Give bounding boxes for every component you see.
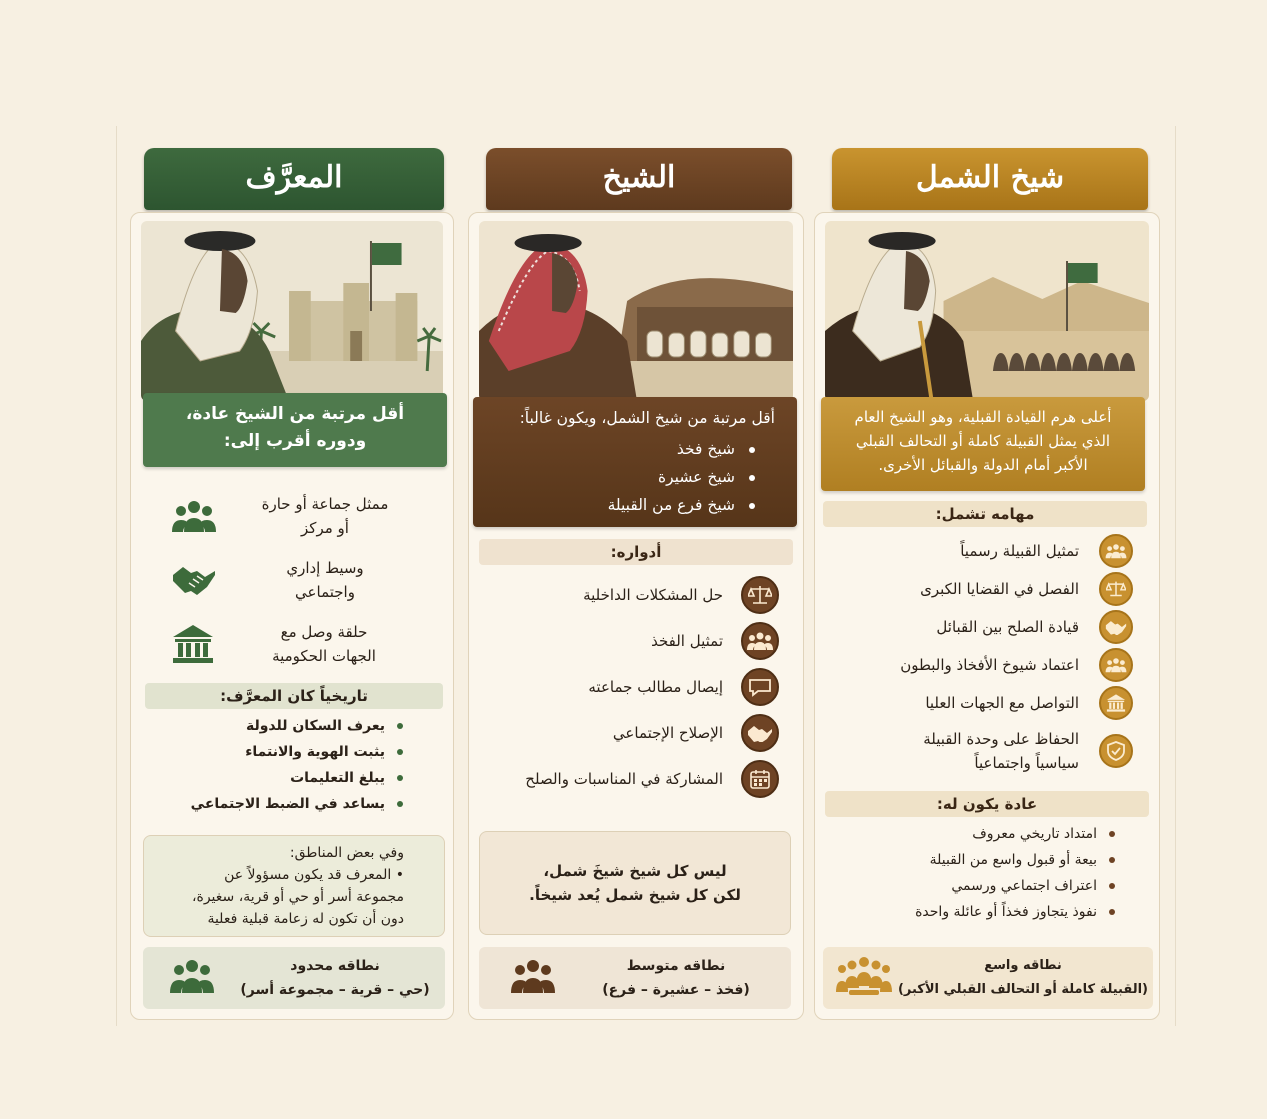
definition-banner bbox=[143, 393, 447, 467]
note-line: مجموعة أسر أو حي أو قرية، سغيرة، bbox=[191, 889, 404, 905]
duty-label: المشاركة في المناسبات والصلح bbox=[525, 770, 723, 788]
scales-icon bbox=[1099, 572, 1133, 606]
crowd-icon bbox=[835, 956, 893, 1000]
usually-list bbox=[845, 821, 1119, 925]
role-label: وسيط إداري bbox=[286, 559, 364, 577]
definition-banner bbox=[821, 397, 1145, 491]
list-item: شيخ فرع من القبيلة bbox=[487, 491, 735, 519]
column-panel bbox=[130, 212, 454, 1020]
definition-banner bbox=[473, 397, 797, 527]
list-item: اعتراف اجتماعي ورسمي bbox=[845, 873, 1119, 899]
government-building-icon bbox=[171, 623, 215, 665]
column-title: شيخ الشمل bbox=[832, 148, 1148, 210]
scope-detail: (القبيلة كاملة أو التحالف القبلي الأكبر) bbox=[897, 982, 1149, 997]
note-line: ليس كل شيخ شيخَ شمل، bbox=[543, 862, 727, 880]
task-item bbox=[835, 533, 1133, 569]
scope-title: نطاقه متوسط bbox=[626, 958, 726, 974]
scope-title: نطاقه محدود bbox=[290, 958, 380, 974]
government-building-icon bbox=[1099, 686, 1133, 720]
banner-line: ودوره أقرب إلى: bbox=[223, 431, 367, 451]
duty-item bbox=[489, 665, 779, 709]
history-heading: تاريخياً كان المعرَّف: bbox=[145, 683, 443, 709]
banner-list bbox=[487, 435, 775, 519]
duty-item bbox=[489, 619, 779, 663]
scales-icon bbox=[741, 576, 779, 614]
task-label: التواصل مع الجهات العليا bbox=[925, 694, 1079, 712]
column-panel bbox=[468, 212, 804, 1020]
group-icon bbox=[171, 498, 217, 534]
speech-bubble-icon bbox=[741, 668, 779, 706]
calendar-icon bbox=[741, 760, 779, 798]
key-note bbox=[479, 831, 791, 935]
task-label: اعتماد شيوخ الأفخاذ والبطون bbox=[900, 656, 1079, 674]
duty-item bbox=[489, 711, 779, 755]
list-item: يبلغ التعليمات bbox=[171, 765, 407, 791]
list-item: شيخ فخذ bbox=[487, 435, 735, 463]
list-item: امتداد تاريخي معروف bbox=[845, 821, 1119, 847]
group-icon bbox=[741, 622, 779, 660]
handshake-icon bbox=[741, 714, 779, 752]
history-list bbox=[171, 713, 407, 817]
task-label: الفصل في القضايا الكبرى bbox=[920, 580, 1079, 598]
note-line: دون أن تكون له زعامة قبلية فعلية bbox=[207, 911, 404, 927]
duty-item bbox=[489, 757, 779, 801]
scope-footer bbox=[479, 947, 791, 1009]
duty-label: الإصلاح الإجتماعي bbox=[612, 724, 723, 742]
scope-detail: (حي – قرية – مجموعة أسر) bbox=[240, 982, 430, 998]
role-label: حلقة وصل مع bbox=[280, 623, 368, 641]
banner-line: أعلى هرم القيادة القبلية، وهو الشيخ العام bbox=[854, 408, 1112, 426]
task-item bbox=[835, 685, 1133, 721]
list-item: يثبت الهوية والانتماء bbox=[171, 739, 407, 765]
list-item: بيعة أو قبول واسع من القبيلة bbox=[845, 847, 1119, 873]
task-item bbox=[835, 571, 1133, 607]
task-item bbox=[835, 725, 1133, 777]
column-sheikh bbox=[466, 148, 806, 1020]
role-item bbox=[171, 617, 403, 671]
role-label: واجتماعي bbox=[295, 583, 355, 601]
note-line: لكن كل شيخ شمل يُعد شيخاً. bbox=[529, 886, 741, 904]
duty-label: إيصال مطالب جماعته bbox=[588, 678, 723, 696]
scope-detail: (فخذ – عشيرة – فرع) bbox=[602, 982, 750, 998]
shield-icon bbox=[1099, 734, 1133, 768]
tasks-heading: مهامه تشمل: bbox=[823, 501, 1147, 527]
role-item bbox=[171, 553, 403, 607]
role-item bbox=[171, 489, 403, 543]
duty-item bbox=[489, 573, 779, 617]
group-icon bbox=[1099, 648, 1133, 682]
duty-label: تمثيل الفخذ bbox=[651, 632, 723, 650]
tent-gathering-illustration bbox=[479, 221, 793, 401]
usually-heading: عادة يكون له: bbox=[825, 791, 1149, 817]
duty-label: حل المشكلات الداخلية bbox=[583, 586, 723, 604]
column-panel bbox=[814, 212, 1160, 1020]
column-mu3arraf bbox=[128, 148, 456, 1020]
handshake-icon bbox=[1099, 610, 1133, 644]
group-icon bbox=[169, 957, 215, 999]
task-label: الحفاظ على وحدة القبيلة سياسياً واجتماعياً bbox=[923, 730, 1079, 772]
fort-scene-illustration bbox=[141, 221, 443, 401]
task-label: تمثيل القبيلة رسمياً bbox=[960, 542, 1079, 560]
note-line: • المعرف قد يكون مسؤولاً عن bbox=[224, 867, 404, 883]
column-title: المعرَّف bbox=[144, 148, 444, 210]
banner-line: الذي يمثل القبيلة كاملة أو التحالف القبلي bbox=[855, 432, 1111, 450]
column-sheikh-shaml bbox=[812, 148, 1162, 1020]
task-item bbox=[835, 647, 1133, 683]
column-title: الشيخ bbox=[486, 148, 792, 210]
list-item: يساعد في الضبط الاجتماعي bbox=[171, 791, 407, 817]
banner-intro: أقل مرتبة من شيخ الشمل، ويكون غالباً: bbox=[519, 409, 775, 427]
list-item: شيخ عشيرة bbox=[487, 463, 735, 491]
handshake-icon bbox=[171, 563, 217, 597]
scope-title: نطاقه واسع bbox=[984, 958, 1062, 973]
task-label: قيادة الصلح بين القبائل bbox=[936, 618, 1079, 636]
role-label: أو مركز bbox=[301, 519, 349, 537]
task-item bbox=[835, 609, 1133, 645]
banner-line: الأكبر أمام الدولة والقبائل الأخرى. bbox=[878, 456, 1088, 474]
desert-assembly-illustration bbox=[825, 221, 1149, 401]
list-item: يعرف السكان للدولة bbox=[171, 713, 407, 739]
role-label: الجهات الحكومية bbox=[272, 647, 376, 665]
scope-footer bbox=[823, 947, 1153, 1009]
role-label: ممثل جماعة أو حارة bbox=[261, 495, 389, 513]
scope-footer bbox=[143, 947, 445, 1009]
group-icon bbox=[1099, 534, 1133, 568]
note-title: وفي بعض المناطق: bbox=[289, 845, 404, 861]
group-icon bbox=[509, 957, 557, 999]
duties-heading: أدواره: bbox=[479, 539, 793, 565]
regional-note bbox=[143, 835, 445, 937]
list-item: نفوذ يتجاوز فخذاً أو عائلة واحدة bbox=[845, 899, 1119, 925]
banner-line: أقل مرتبة من الشيخ عادة، bbox=[185, 404, 405, 424]
